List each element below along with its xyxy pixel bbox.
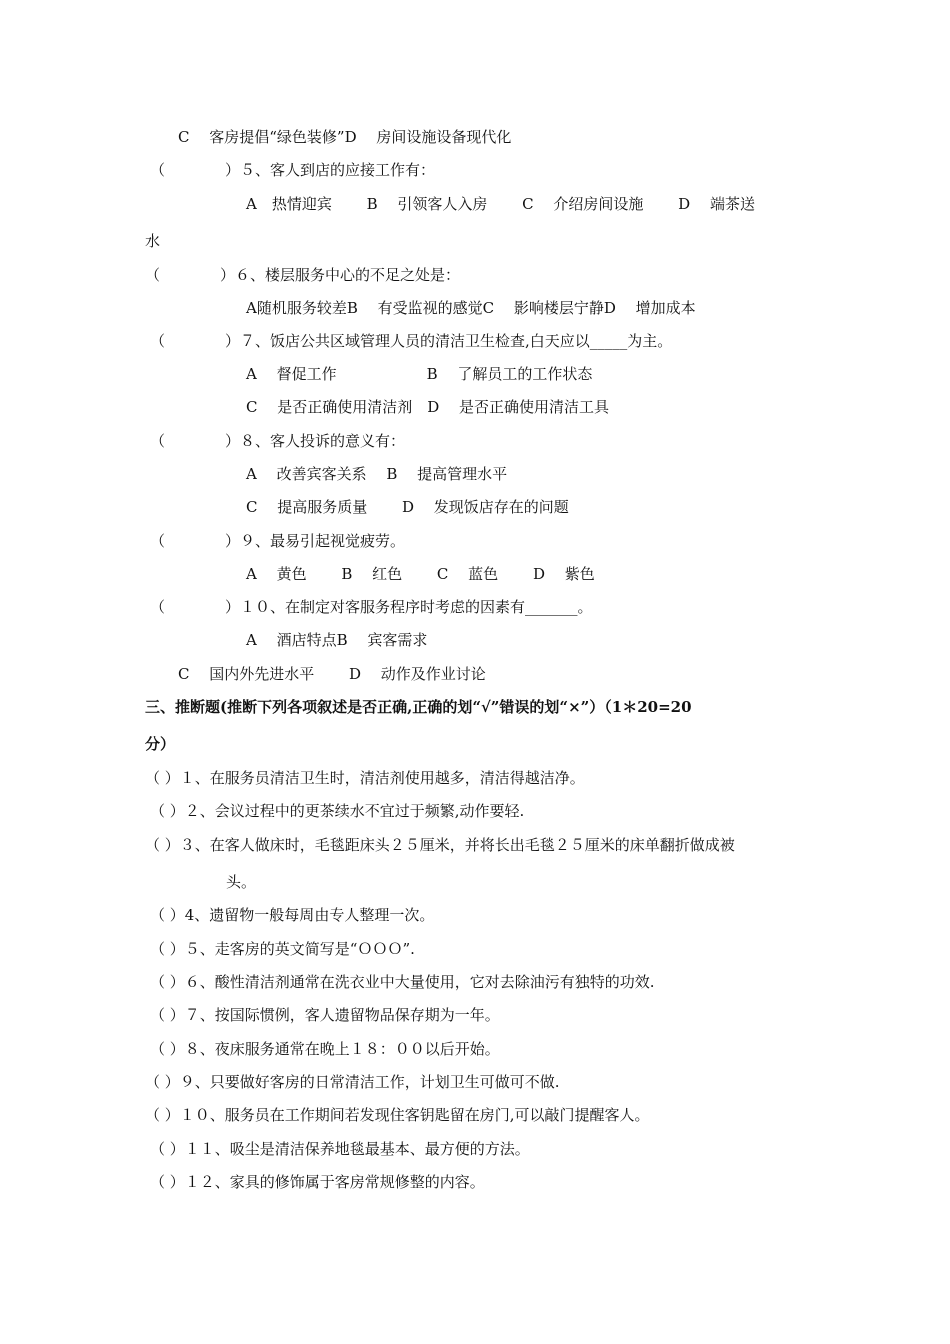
q4-options-tail: C 客房提倡“绿色装修”D 房间设施设备现代化 bbox=[178, 128, 512, 146]
q6-options: A随机服务较差B 有受监视的感觉C 影响楼层宁静D 增加成本 bbox=[246, 299, 696, 317]
tf-item-3-wrap: 头。 bbox=[226, 873, 257, 891]
q7-options-cd: C 是否正确使用清洁剂 D 是否正确使用清洁工具 bbox=[246, 398, 610, 416]
tf-item-6: （ ）６、酸性清洁剂通常在洗衣业中大量使用，它对去除油污有独特的功效. bbox=[150, 973, 655, 991]
tf-item-2: （ ）２、会议过程中的更茶续水不宜过于频繁,动作要轻. bbox=[150, 802, 525, 820]
tf-item-10: （ ）１０、服务员在工作期间若发现住客钥匙留在房门,可以敲门提醒客人。 bbox=[145, 1106, 650, 1124]
tf-item-7: （ ）７、按国际惯例，客人遗留物品保存期为一年。 bbox=[150, 1006, 500, 1024]
tf-item-1: （ ）１、在服务员清洁卫生时，清洁剂使用越多，清洁得越洁净。 bbox=[145, 769, 585, 787]
q5-stem: （ ）５、客人到店的应接工作有： bbox=[150, 161, 436, 179]
tf-item-9: （ ）９、只要做好客房的日常清洁工作，计划卫生可做可不做. bbox=[145, 1073, 560, 1091]
tf-item-4: （ ）4、遗留物一般每周由专人整理一次。 bbox=[150, 906, 435, 924]
q6-stem: （ ）６、楼层服务中心的不足之处是： bbox=[145, 266, 461, 284]
q9-stem: （ ）９、最易引起视觉疲劳。 bbox=[150, 532, 406, 550]
tf-item-5: （ ）５、走客房的英文简写是“ＯＯＯ”. bbox=[150, 940, 415, 958]
tf-item-8: （ ）８、夜床服务通常在晚上１８：００以后开始。 bbox=[150, 1040, 500, 1058]
q9-options: A 黄色 B 红色 C 蓝色 D 紫色 bbox=[246, 565, 595, 583]
q10-options-ab: A 酒店特点B 宾客需求 bbox=[246, 631, 428, 649]
q7-options-ab: A 督促工作 B 了解员工的工作状态 bbox=[246, 365, 593, 383]
q8-options-ab: A 改善宾客关系 B 提高管理水平 bbox=[246, 465, 508, 483]
q5-options-wrap: 水 bbox=[145, 232, 161, 250]
tf-item-11: （ ）１１、吸尘是清洁保养地毯最基本、最方便的方法。 bbox=[150, 1140, 530, 1158]
q8-options-cd: C 提高服务质量 D 发现饭店存在的问题 bbox=[246, 498, 569, 516]
q10-options-cd: C 国内外先进水平 D 动作及作业讨论 bbox=[178, 665, 486, 683]
q8-stem: （ ）８、客人投诉的意义有： bbox=[150, 432, 406, 450]
tf-item-3: （ ）３、在客人做床时，毛毯距床头２５厘米，并将长出毛毯２５厘米的床单翻折做成被 bbox=[145, 836, 735, 854]
tf-item-12: （ ）１２、家具的修饰属于客房常规修整的内容。 bbox=[150, 1173, 485, 1191]
q10-stem: （ ）１０、在制定对客服务程序时考虑的因素有_______。 bbox=[150, 598, 593, 616]
q7-stem: （ ）７、饭店公共区域管理人员的清洁卫生检查,白天应以_____为主。 bbox=[150, 332, 673, 350]
tf-section-heading-wrap: 分） bbox=[145, 735, 176, 753]
tf-section-heading: 三、推断题(推断下列各项叙述是否正确,正确的划“√”错误的划“×”）（1＊20=20 bbox=[145, 698, 692, 716]
q5-options: A 热情迎宾 B 引领客人入房 C 介绍房间设施 D 端茶送 bbox=[246, 195, 755, 213]
